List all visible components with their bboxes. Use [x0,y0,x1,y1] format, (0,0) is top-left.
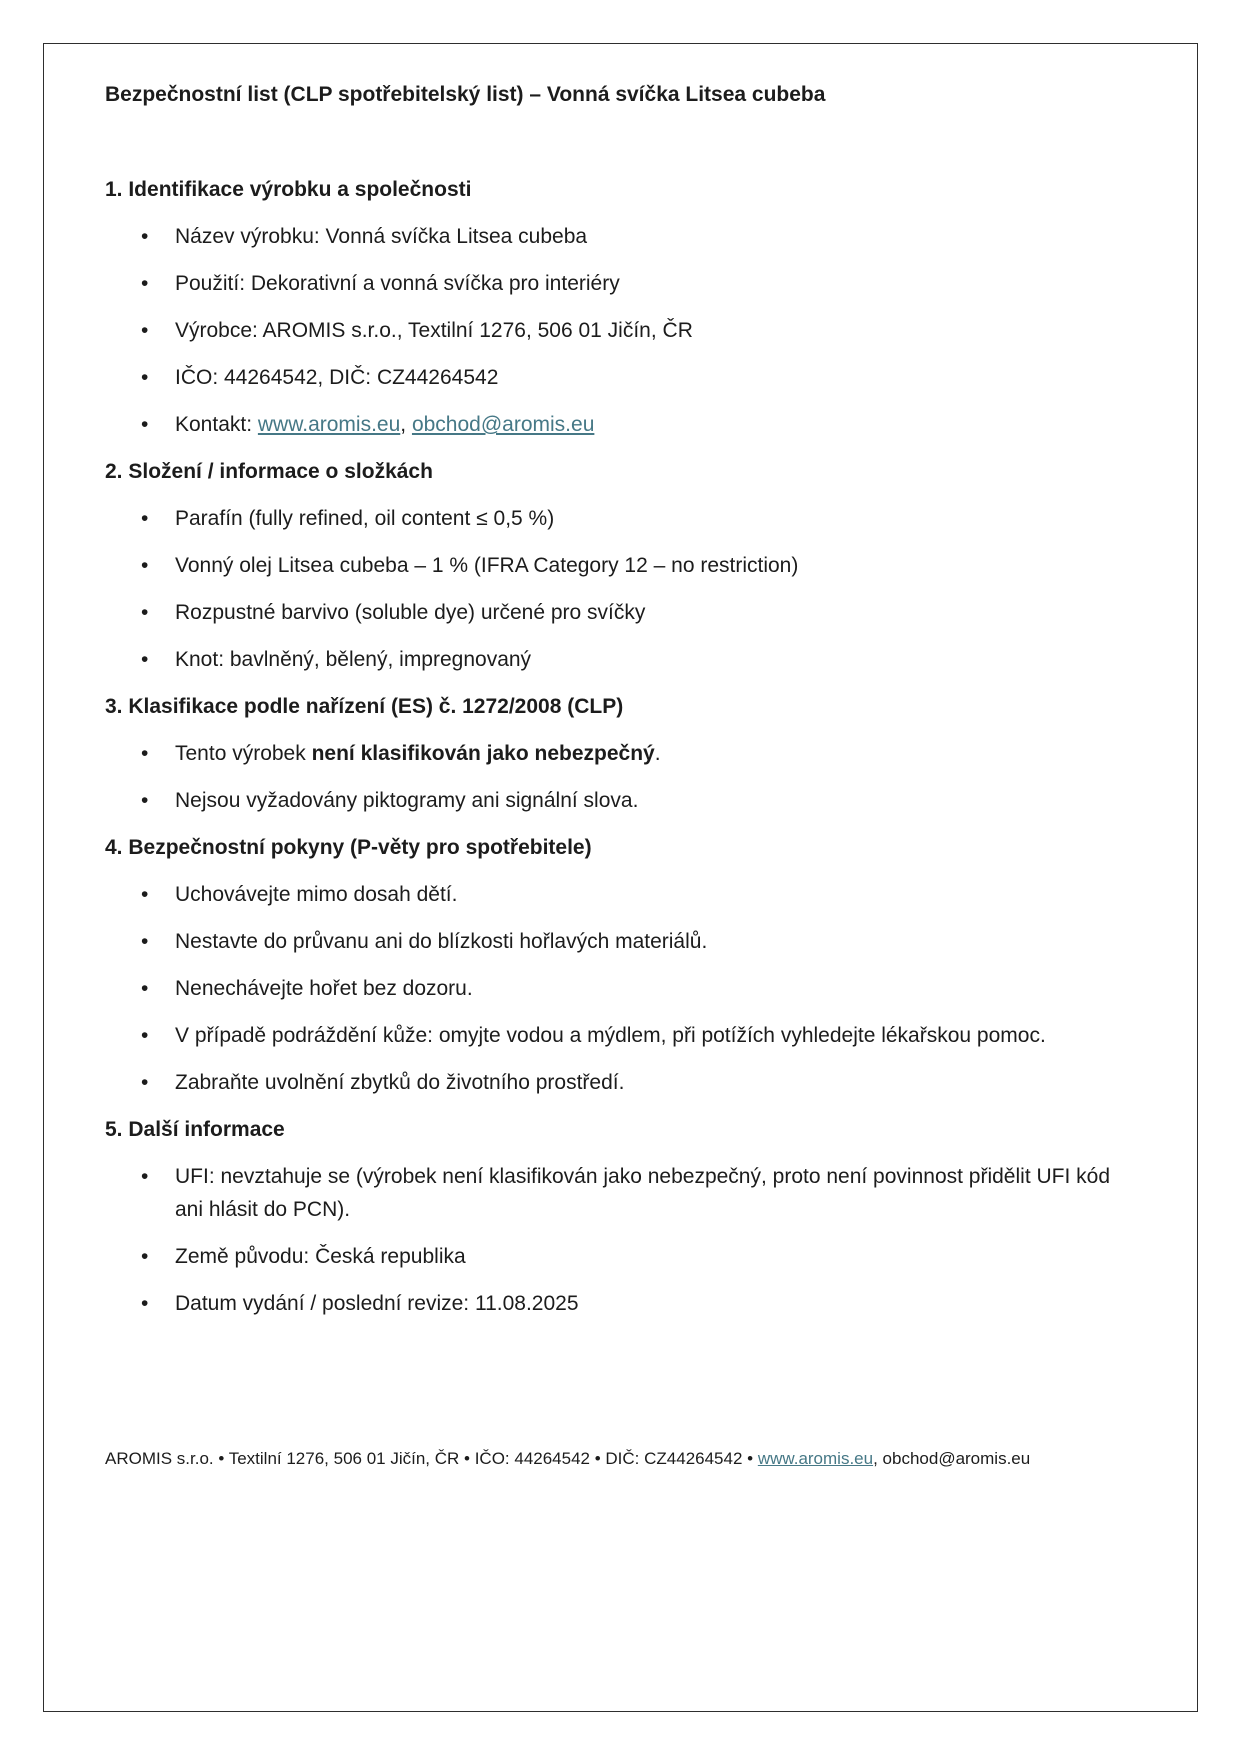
list-item-text: Nejsou vyžadovány piktogramy ani signální slova. [175,789,639,812]
list-item-text: Knot: bavlněný, bělený, impregnovaný [175,648,532,671]
classification-bold-text: není klasifikován jako nebezpečný [311,742,655,765]
bullet-list [105,737,1140,817]
email-link[interactable]: obchod@aromis.eu [411,413,595,436]
list-item-text: Rozpustné barvivo (soluble dye) určené pro svíčky [175,601,646,624]
list-item [105,502,1140,535]
footer-text: AROMIS s.r.o. • Textilní 1276, 506 01 Jičín, ČR • IČO: 44264542 • DIČ: CZ44264542 • [105,1449,758,1468]
classification-prefix: Tento výrobek [175,742,312,765]
section-heading: 2. Složení / informace o složkách [105,460,433,483]
list-item [105,1240,1140,1273]
list-item-text: Nestavte do průvanu ani do blízkosti hořlavých materiálů. [175,930,708,953]
bullet-list [105,878,1140,1099]
list-item-classification [105,737,1140,770]
list-item [105,549,1140,582]
list-item [105,267,1140,300]
list-item [105,596,1140,629]
list-item-text: Výrobce: AROMIS s.r.o., Textilní 1276, 506 01 Jičín, ČR [175,319,693,342]
section-additional-info [105,1113,1140,1320]
list-item-text: Parafín (fully refined, oil content ≤ 0,5 %) [175,507,555,530]
list-item-contact [105,408,1140,441]
website-link[interactable]: www.aromis.eu [257,413,401,436]
section-composition [105,455,1140,676]
contact-label: Kontakt: [175,413,258,436]
document-body [105,78,1140,1472]
list-item [105,784,1140,817]
footer-website-link[interactable]: www.aromis.eu [757,1449,874,1468]
list-item-text: IČO: 44264542, DIČ: CZ44264542 [175,366,499,389]
list-item-text: UFI: nevztahuje se (výrobek není klasifikován jako nebezpečný, proto není povinnost přidělit UFI kód ani hlásit do PCN). [175,1165,1111,1221]
list-item-text: Datum vydání / poslední revize: 11.08.2025 [175,1292,579,1315]
classification-suffix: . [654,742,661,765]
list-item-text: Země původu: Česká republika [175,1245,466,1268]
section-safety-instructions [105,831,1140,1099]
list-item-text: Uchovávejte mimo dosah dětí. [175,883,458,906]
bullet-list [105,220,1140,441]
list-item [105,361,1140,394]
list-item [105,220,1140,253]
list-item [105,972,1140,1005]
list-item [105,1160,1140,1226]
list-item [105,925,1140,958]
list-item [105,878,1140,911]
bullet-list [105,502,1140,676]
footer-email-text: , obchod@aromis.eu [873,1449,1031,1468]
list-item [105,1066,1140,1099]
document-title: Bezpečnostní list (CLP spotřebitelský list) – Vonná svíčka Litsea cubeba [105,83,826,106]
section-identification [105,173,1140,441]
bullet-list [105,1160,1140,1320]
list-item-text: Nenechávejte hořet bez dozoru. [175,977,473,1000]
footer [105,1446,1140,1472]
list-item-text: V případě podráždění kůže: omyjte vodou a mýdlem, při potížích vyhledejte lékařskou pomoc. [175,1024,1046,1047]
list-item [105,1019,1140,1052]
list-item-text: Vonný olej Litsea cubeba – 1 % (IFRA Category 12 – no restriction) [175,554,799,577]
section-classification [105,690,1140,817]
list-item-text: Zabraňte uvolnění zbytků do životního prostředí. [175,1071,625,1094]
section-heading: 3. Klasifikace podle nařízení (ES) č. 1272/2008 (CLP) [105,695,624,718]
section-heading: 4. Bezpečnostní pokyny (P-věty pro spotřebitele) [105,836,592,859]
list-item [105,643,1140,676]
contact-separator: , [400,413,412,436]
list-item [105,1287,1140,1320]
section-heading: 1. Identifikace výrobku a společnosti [105,178,472,201]
section-heading: 5. Další informace [105,1118,285,1141]
list-item [105,314,1140,347]
list-item-text: Název výrobku: Vonná svíčka Litsea cubeba [175,225,588,248]
list-item-text: Použití: Dekorativní a vonná svíčka pro interiéry [175,272,620,295]
